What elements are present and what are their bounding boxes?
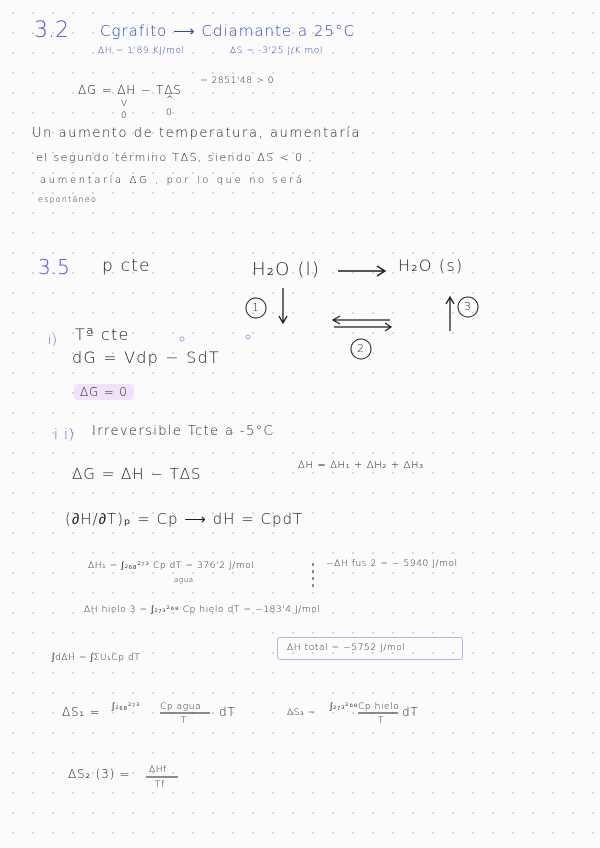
delta-s1-denominator: T xyxy=(181,716,188,726)
enthalpy-sum: ΔH = ΔH₁ + ΔH₂ + ΔH₃ xyxy=(298,460,424,471)
delta-s3-numerator: Cp hielo xyxy=(358,702,400,712)
section-number-3-5: 3.5 xyxy=(38,255,70,279)
case-i-label: i) xyxy=(48,333,58,347)
delta-s3-left: ΔS₃ = xyxy=(287,708,316,718)
case-i-text: Tª cte xyxy=(75,325,130,344)
gibbs-equation: ΔG = ΔH − TΔS xyxy=(78,83,182,97)
entropy-value: ΔS = -3'25 J/K mol xyxy=(230,46,323,56)
delta-s1-numerator: Cp agua xyxy=(160,702,202,712)
delta-h1: ΔH₁ = ∫₂₆₈²⁷³ Cp dT = 376'2 J/mol xyxy=(88,561,255,571)
enthalpy-value: ΔH = 1'89 KJ/mol xyxy=(98,46,185,56)
zero-2: 0 xyxy=(166,108,173,118)
dg-zero: ΔG = 0 xyxy=(74,384,134,400)
delta-h1-subscript: agua xyxy=(174,576,194,584)
constant-pressure: p cte xyxy=(102,256,151,276)
text-line-2: el segundo término TΔS, siendo ΔS < 0 , xyxy=(36,151,314,164)
delta-s1-integral: ∫₂₆₈²⁷³ xyxy=(112,702,141,712)
stray-mark xyxy=(246,335,250,339)
reaction-solid: H₂O (s) xyxy=(398,256,464,275)
step2-label: 2 xyxy=(357,342,364,355)
text-line-1: Un aumento de temperatura, aumentaría xyxy=(32,126,362,141)
step3-label: 3 xyxy=(464,300,471,313)
delta-s3-denominator: T xyxy=(378,716,385,726)
delta-h3: ΔH hielo 3 = ∫₂₇₃²⁶⁸ Cp hielo dT = −183'4 J/mol xyxy=(84,605,321,615)
delta-s2-denominator: Tf xyxy=(155,780,165,790)
text-line-3: aumentaría ΔG , por lo que no será xyxy=(40,175,305,186)
gibbs-equation-2: ΔG = ΔH − TΔS xyxy=(72,465,202,483)
stray-mark xyxy=(180,337,184,341)
case-ii-text: Irreversible Tcte a -5°C xyxy=(92,424,274,439)
step1-label: 1 xyxy=(252,301,259,314)
delta-s3-dt: dT xyxy=(402,705,419,719)
reaction-liquid: H₂O (l) xyxy=(252,259,321,280)
delta-h2: −ΔH fus 2 = − 5940 J/mol xyxy=(326,559,458,569)
total-enthalpy: ΔH total = −5752 J/mol xyxy=(287,643,406,653)
sign-v: V xyxy=(121,99,128,109)
delta-s2-numerator: ΔHf xyxy=(149,765,167,775)
partial-derivative: (∂H/∂T)ₚ = Cp ⟶ dH = CpdT xyxy=(65,510,304,528)
sign-caret: ^ xyxy=(166,95,175,105)
delta-s1-left: ΔS₁ = xyxy=(62,705,101,719)
case-ii-label: i i) xyxy=(54,427,75,443)
zero-1: 0 xyxy=(121,111,128,121)
section-title: Cgrafito ⟶ Cdiamante a 25°C xyxy=(100,22,355,40)
section-number-3-2: 3.2 xyxy=(34,18,69,43)
gibbs-value: = 2851'48 > 0 xyxy=(200,76,275,86)
delta-s1-dt: dT xyxy=(219,705,236,719)
text-line-4: espontáneo. xyxy=(38,195,101,204)
dg-differential: dG = Vdp − SdT xyxy=(72,348,220,367)
delta-s2-left: ΔS₂ (3) = xyxy=(68,767,131,781)
delta-s3-integral: ∫₂₇₃²⁶⁸ xyxy=(330,702,359,712)
integral-line: ∫dΔH = ∫ΣU₁Cp dT xyxy=(52,653,141,663)
